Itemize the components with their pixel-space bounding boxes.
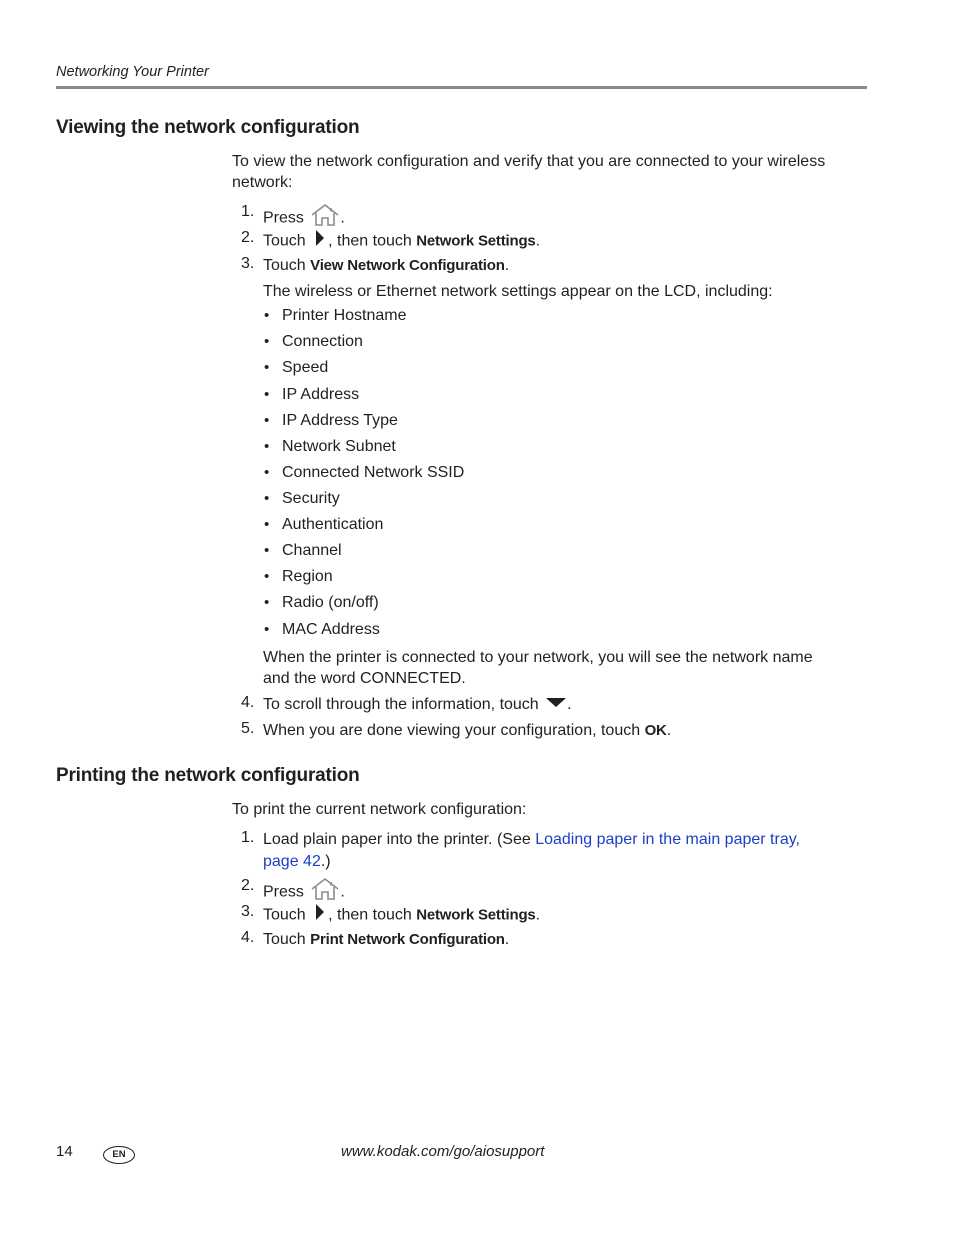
step-touch-ok (263, 720, 671, 742)
step-number: 3. (241, 903, 255, 920)
step-load-paper-continued (263, 851, 331, 873)
step-text-end: . (535, 906, 541, 924)
list-item: Region (282, 568, 333, 585)
right-arrow-icon (314, 903, 326, 928)
step-text-end: . (504, 931, 510, 948)
list-item: MAC Address (282, 621, 380, 638)
bullet-marker: • (264, 412, 270, 429)
list-item: IP Address Type (282, 412, 398, 429)
step-number: 1. (241, 829, 255, 846)
network-settings-label: Network Settings (416, 906, 536, 924)
list-item: Printer Hostname (282, 307, 407, 324)
step-number: 5. (241, 720, 255, 737)
step-text: Press (263, 209, 304, 227)
step-touch-network-settings (263, 903, 540, 928)
list-item: Security (282, 490, 340, 507)
header-rule (56, 86, 867, 89)
bullet-marker: • (264, 490, 270, 507)
ok-label: OK (644, 722, 667, 739)
connected-note-line1: When the printer is connected to your network, you will see the network name (263, 649, 813, 666)
step-number: 3. (241, 255, 255, 272)
step-view-network-config (263, 255, 509, 277)
list-item: Network Subnet (282, 438, 396, 455)
step-text-mid: , then touch (328, 232, 412, 250)
support-url: www.kodak.com/go/aiosupport (341, 1143, 545, 1160)
network-settings-label: Network Settings (416, 232, 536, 250)
section-title-viewing: Viewing the network configuration (56, 117, 360, 138)
step-text-end: .) (320, 853, 331, 870)
step-text: Touch (263, 257, 306, 274)
step-load-paper (263, 829, 800, 851)
bullet-marker: • (264, 542, 270, 559)
step-text: When you are done viewing your configuration, touch (263, 722, 641, 739)
step-touch-network-settings (263, 229, 540, 254)
language-badge: EN (103, 1146, 135, 1164)
step-scroll (263, 694, 572, 716)
section1-intro-line2: network: (232, 174, 293, 191)
step-text: Touch (263, 906, 306, 924)
list-item: Radio (on/off) (282, 594, 379, 611)
bullet-marker: • (264, 621, 270, 638)
section-title-printing: Printing the network configuration (56, 765, 360, 786)
section1-intro-line1: To view the network configuration and verify that you are connected to your wireless (232, 153, 826, 170)
bullet-marker: • (264, 516, 270, 533)
step-text-end: . (340, 883, 345, 901)
connected-note-line2: and the word CONNECTED. (263, 670, 466, 687)
step-text: Press (263, 883, 304, 901)
page-42-link[interactable]: page 42 (263, 853, 321, 870)
bullet-marker: • (264, 594, 270, 611)
running-header: Networking Your Printer (56, 64, 209, 80)
list-item: Speed (282, 359, 329, 376)
list-item: Connected Network SSID (282, 464, 465, 481)
step-print-network-config (263, 929, 509, 951)
step-text: Load plain paper into the printer. (See (263, 831, 531, 848)
section2-intro: To print the current network configuration: (232, 801, 527, 818)
step-text-mid: , then touch (328, 906, 412, 924)
step-text-end: . (535, 232, 541, 250)
step-number: 2. (241, 877, 255, 894)
bullet-marker: • (264, 438, 270, 455)
step-number: 4. (241, 929, 255, 946)
bullet-marker: • (264, 333, 270, 350)
print-network-configuration-label: Print Network Configuration (310, 931, 505, 948)
bullet-marker: • (264, 568, 270, 585)
right-arrow-icon (314, 229, 326, 254)
step-text-end: . (666, 722, 672, 739)
bullet-marker: • (264, 386, 270, 403)
bullet-marker: • (264, 307, 270, 324)
step-text-end: . (567, 696, 572, 714)
step-number: 1. (241, 203, 255, 220)
page-number: 14 (56, 1143, 73, 1160)
down-arrow-icon (545, 694, 567, 716)
step-text: Touch (263, 232, 306, 250)
list-item: Authentication (282, 516, 384, 533)
loading-paper-link[interactable]: Loading paper in the main paper tray, (535, 831, 800, 848)
step-number: 2. (241, 229, 255, 246)
step-text-end: . (504, 257, 510, 274)
step-text-end: . (340, 209, 345, 227)
bullet-marker: • (264, 464, 270, 481)
list-item: Channel (282, 542, 342, 559)
list-item: IP Address (282, 386, 360, 403)
view-network-configuration-label: View Network Configuration (310, 257, 505, 274)
settings-intro: The wireless or Ethernet network settings appear on the LCD, including: (263, 283, 773, 300)
step-number: 4. (241, 694, 255, 711)
list-item: Connection (282, 333, 363, 350)
step-text: Touch (263, 931, 306, 948)
step-text: To scroll through the information, touch (263, 696, 539, 714)
bullet-marker: • (264, 359, 270, 376)
